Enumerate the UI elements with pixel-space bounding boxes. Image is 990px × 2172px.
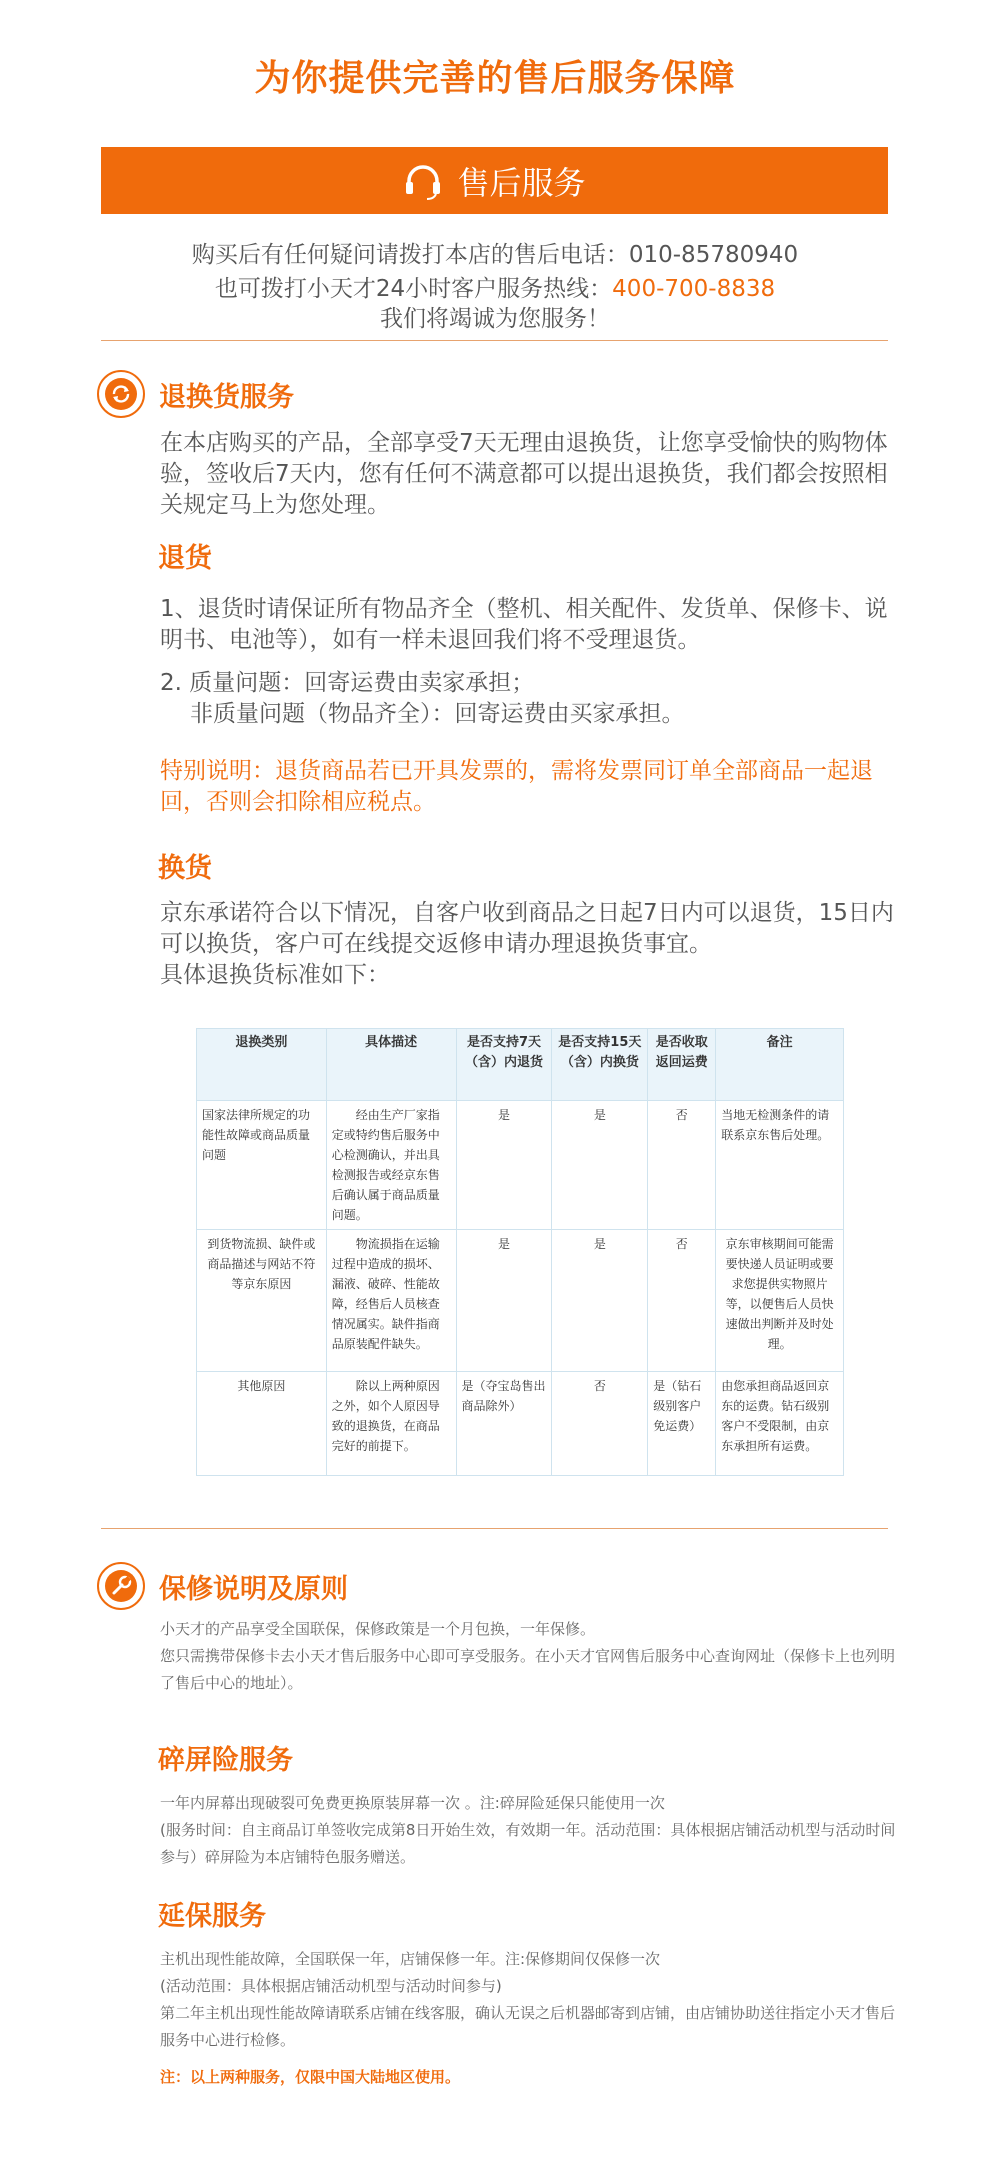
returns-intro: 在本店购买的产品，全部享受7天无理由退换货，让您享受愉快的购物体验，签收后7天内，您有任何不满意都可以提出退换货，我们都会按照相关规定马上为您处理。 (160, 430, 888, 518)
table-cell: 物流损指在运输过程中造成的损坏、漏液、破碎、性能故障，经售后人员核查情况属实。缺件指商品原装配件缺失。 (326, 1230, 456, 1372)
table-cell: 否 (648, 1101, 716, 1230)
table-header-cell: 是否支持15天（含）内换货 (552, 1029, 648, 1101)
returns-section-header (97, 370, 294, 418)
table-cell: 京东审核期间可能需要快递人员证明或要求您提供实物照片等，以便售后人员快速做出判断并及时处理。 (716, 1230, 844, 1372)
special-note: 特别说明：退货商品若已开具发票的，需将发票同订单全部商品一起退回，否则会扣除相应税点。 (160, 758, 873, 815)
screen-insurance-title: 碎屏险服务 (158, 1745, 293, 1776)
wrench-icon (97, 1562, 145, 1610)
table-header-row (197, 1029, 844, 1101)
warranty-section-header (97, 1562, 348, 1610)
extended-line-2: (活动范围：具体根据店铺活动机型与活动时间参与) (160, 1977, 502, 1995)
table-cell: 是 (456, 1230, 552, 1372)
hotline-number: 400-700-8838 (612, 276, 776, 302)
screen-line-1: 一年内屏幕出现破裂可免费更换原装屏幕一次 。注:碎屏险延保只能使用一次 (160, 1794, 665, 1812)
table-cell: 除以上两种原因之外，如个人原因导致的退换货，在商品完好的前提下。 (326, 1372, 456, 1476)
table-cell: 到货物流损、缺件或商品描述与网站不符等京东原因 (197, 1230, 327, 1372)
table-cell: 由您承担商品返回京东的运费。钻石级别客户不受限制，由京东承担所有运费。 (716, 1372, 844, 1476)
table-cell: 是（钻石级别客户免运费） (648, 1372, 716, 1476)
banner-title: 售后服务 (457, 163, 586, 202)
extended-line-1: 主机出现性能故障，全国联保一年，店铺保修一年。注:保修期间仅保修一次 (160, 1950, 661, 1968)
table-header-cell: 具体描述 (326, 1029, 456, 1101)
table-cell: 是 (552, 1101, 648, 1230)
table-cell: 否 (552, 1372, 648, 1476)
returns-table (196, 1028, 844, 1476)
table-row (197, 1230, 844, 1372)
table-header-cell: 退换类别 (197, 1029, 327, 1101)
divider (101, 1528, 888, 1529)
table-cell: 当地无检测条件的请联系京东售后处理。 (716, 1101, 844, 1230)
return-item-1: 1、退货时请保证所有物品齐全（整机、相关配件、发货单、保修卡、说明书、电池等），如有一样未退回我们将不受理退货。 (160, 596, 888, 653)
warranty-line-1: 小天才的产品享受全国联保，保修政策是一个月包换，一年保修。 (160, 1620, 596, 1638)
table-header-cell: 是否支持7天（含）内退货 (456, 1029, 552, 1101)
table-header-cell: 备注 (716, 1029, 844, 1101)
screen-line-2: (服务时间：自主商品订单签收完成第8日开始生效，有效期一年。活动范围：具体根据店铺活动机型与活动时间参与）碎屏险为本店铺特色服务赠送。 (160, 1821, 896, 1866)
divider (101, 340, 888, 341)
table-cell: 其他原因 (197, 1372, 327, 1476)
table-cell: 经由生产厂家指定或特约售后服务中心检测确认，并出具检测报告或经京东售后确认属于商品质量问题。 (326, 1101, 456, 1230)
table-cell: 是 (552, 1230, 648, 1372)
page-title: 为你提供完善的售后服务保障 (254, 58, 736, 99)
table-row (197, 1372, 844, 1476)
contact-line-2 (0, 270, 990, 303)
refresh-icon (97, 370, 145, 418)
return-subtitle: 退货 (158, 543, 212, 574)
table-row (197, 1101, 844, 1230)
contact-line-3: 我们将竭诚为您服务！ (380, 306, 610, 332)
table-cell: 是 (456, 1101, 552, 1230)
contact-line-1: 购买后有任何疑问请拨打本店的售后电话：010-85780940 (191, 242, 799, 268)
after-sales-banner (101, 147, 888, 214)
table-cell: 是（夺宝岛售出商品除外） (456, 1372, 552, 1476)
extended-warranty-title: 延保服务 (158, 1901, 266, 1932)
warranty-line-2: 您只需携带保修卡去小天才售后服务中心即可享受服务。在小天才官网售后服务中心查询网址（保修卡上也列明了售后中心的地址）。 (160, 1647, 896, 1692)
returns-title: 退换货服务 (159, 381, 294, 413)
extended-line-3: 第二年主机出现性能故障请联系店铺在线客服，确认无误之后机器邮寄到店铺，由店铺协助送往指定小天才售后服务中心进行检修。 (160, 2004, 896, 2049)
exchange-subtitle: 换货 (158, 853, 212, 884)
exchange-text-2: 具体退换货标准如下： (160, 962, 390, 988)
table-header-cell: 是否收取返回运费 (648, 1029, 716, 1101)
exchange-text: 京东承诺符合以下情况，自客户收到商品之日起7日内可以退货，15日内可以换货，客户可在线提交返修申请办理退换货事宜。 (160, 900, 894, 957)
return-item-2b: 非质量问题（物品齐全）：回寄运费由买家承担。 (190, 701, 685, 727)
headset-icon (403, 161, 443, 201)
warranty-title: 保修说明及原则 (159, 1573, 348, 1605)
return-item-2a: 2. 质量问题：回寄运费由卖家承担； (160, 670, 535, 696)
table-cell: 国家法律所规定的功能性故障或商品质量问题 (197, 1101, 327, 1230)
contact-line-2-text: 也可拨打小天才24小时客户服务热线： (214, 276, 613, 302)
table-cell: 否 (648, 1230, 716, 1372)
extended-note: 注：以上两种服务，仅限中国大陆地区使用。 (160, 2068, 461, 2086)
